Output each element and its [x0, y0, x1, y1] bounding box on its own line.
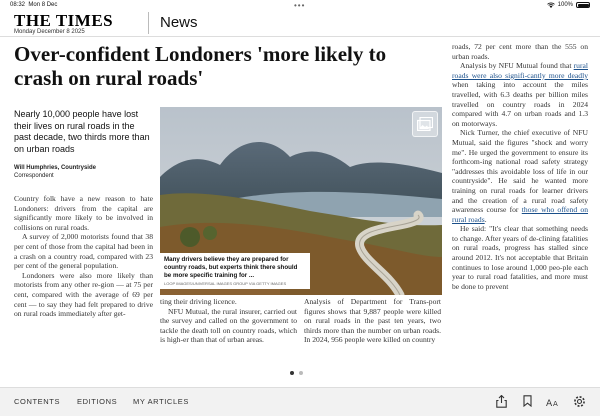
status-bar [0, 0, 600, 10]
byline-name: Will Humphries, Countryside [14, 165, 96, 171]
paragraph: Analysis by NFU Mutual found that rural roads were also signifi-cantly more deadly when taking into account the miles travelled, with 6.3 deaths per billion miles travelled on country roads in 2024 compared with 4.7 on urban roads and 1.3 on motorways. [452, 61, 588, 128]
wifi-icon [547, 2, 555, 8]
battery-icon [576, 2, 590, 8]
editions-button[interactable]: EDITIONS [77, 397, 118, 406]
byline-role: Correspondent [14, 173, 54, 179]
edition-date: Monday December 8 2025 [14, 29, 85, 35]
bookmark-icon[interactable] [520, 394, 534, 408]
svg-text:A: A [546, 399, 553, 407]
contents-button[interactable]: CONTENTS [14, 397, 61, 406]
page-dot[interactable] [299, 371, 303, 375]
paragraph: roads, 72 per cent more than the 555 on urban roads. [452, 42, 588, 61]
masthead [0, 10, 600, 37]
paragraph: A survey of 2,000 motorists found that 38 per cent of those from the capital had been in a crash on a country road, compared with 23 per cent of the general population. [14, 232, 153, 271]
photo-credit: LOOP IMAGES/UNIVERSAL IMAGES GROUP VIA GETTY IMAGES [164, 281, 287, 286]
masthead-divider [148, 12, 149, 34]
paragraph: NFU Mutual, the rural insurer, carried out the survey and called on the government to tackle the death toll on country roads, which is high-er than that of urban areas. [160, 306, 297, 345]
article-column-3 [304, 297, 441, 345]
paragraph: Analysis of Department for Trans-port figures shows that 9,887 people were killed on rural roads in the past ten years, two thirds more than the number on urban roads. In 2024, 956 people were killed on country [304, 297, 441, 345]
status-time: 08:32 Mon 8 Dec [10, 2, 58, 8]
page-indicator[interactable] [290, 371, 303, 375]
article-standfirst: Nearly 10,000 people have lost their lives on rural roads in the past decade, two thirds more than on urban roads [14, 109, 150, 154]
offenders-course-link[interactable]: those who offend on rural roads [452, 205, 588, 224]
paragraph: He said: "It's clear that something needs to change. After years of de-clining fatalities on rural roads, progress has stalled since around 2012. It's not acceptable that Britain continues to lose around 1,000 peo-ple each year to rural road fatalities, and more must be done to prevent [452, 224, 588, 291]
byline [14, 164, 152, 180]
article-column-2 [160, 297, 297, 345]
paragraph: ting their driving licence. [160, 297, 237, 306]
paragraph: Londoners were also more likely than motorists from any other re-gion — at 75 per cent, compared with the average of 69 per cent — to say they had felt prepared to drive on rural roads immediately after get- [14, 270, 153, 319]
caption-text: Many drivers believe they are prepared for country roads, but experts think there should be more specific training for ... [164, 256, 298, 279]
bottom-toolbar [0, 387, 600, 416]
article-headline: Over-confident Londoners 'more likely to crash on rural roads' [14, 42, 387, 90]
toolbar-icons [494, 394, 586, 408]
paragraph: Nick Turner, the chief executive of NFU Mutual, said the figures "shock and worry me". He urged the government to ensure its forthcom-ing national road safety strategy "addresses this avoidable loss of life in our countryside". He said he wanted more training on rural roads for learner drivers and the creation of a rural road safety awareness course for those who offend on rural roads. [452, 128, 588, 224]
settings-icon[interactable] [572, 394, 586, 408]
article-column-4 [452, 42, 588, 291]
deadly-roads-link[interactable]: rural roads were also signifi-cantly more deadly [452, 61, 588, 80]
status-right [547, 2, 590, 8]
multitask-dots[interactable]: ••• [294, 1, 306, 10]
paragraph: Country folk have a new reason to hate Londoners: drivers from the capital are significantly more likely to be involved in collisions on rural roads. [14, 194, 153, 232]
battery-percent: 100% [557, 2, 573, 8]
text-size-icon[interactable] [546, 394, 560, 408]
gallery-button[interactable] [412, 111, 438, 137]
page-dot-active[interactable] [290, 371, 294, 375]
article-column-1 [14, 194, 153, 319]
share-icon[interactable] [494, 394, 508, 408]
my-articles-button[interactable]: MY ARTICLES [133, 397, 189, 406]
svg-text:A: A [553, 400, 558, 407]
photo-caption [160, 253, 310, 289]
image-gallery-icon [417, 117, 433, 131]
times-logo[interactable]: THE TIMES [14, 11, 114, 30]
section-title: News [160, 14, 198, 31]
